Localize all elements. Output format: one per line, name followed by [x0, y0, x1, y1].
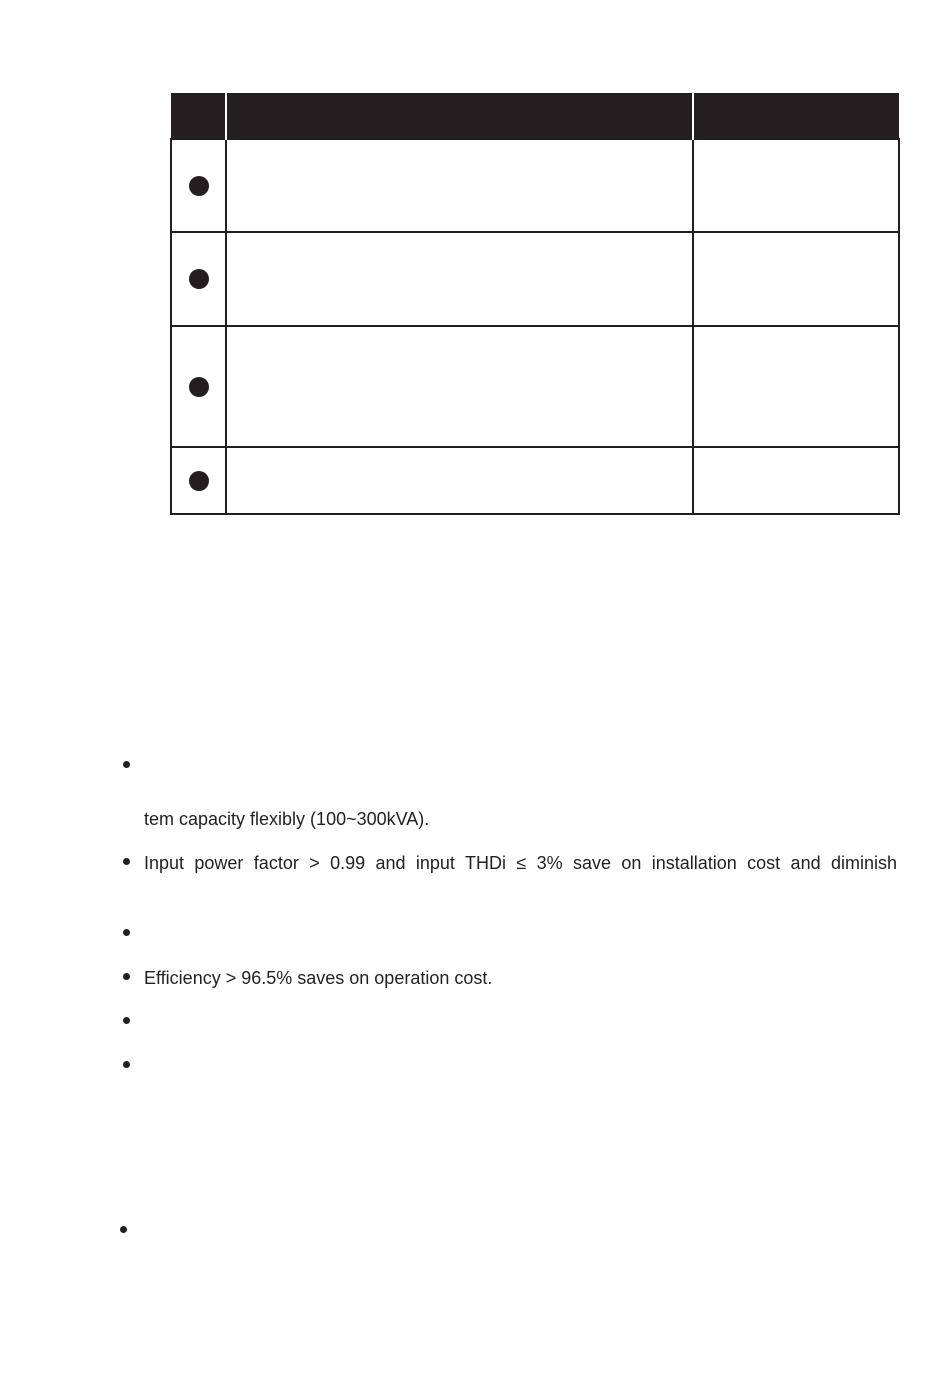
table-row — [171, 447, 899, 514]
filled-circle-icon — [189, 176, 209, 196]
bullet-icon — [123, 929, 130, 936]
row-description — [226, 139, 693, 232]
header-value — [693, 93, 899, 139]
header-description — [226, 93, 693, 139]
filled-circle-icon — [189, 269, 209, 289]
bullet-icon — [123, 761, 130, 768]
table-row — [171, 232, 899, 326]
spec-table — [170, 93, 900, 515]
row-marker — [171, 447, 226, 514]
filled-circle-icon — [189, 471, 209, 491]
row-value — [693, 232, 899, 326]
table-header-row — [171, 93, 899, 139]
row-description — [226, 447, 693, 514]
bullet-icon — [123, 1061, 130, 1068]
row-marker — [171, 139, 226, 232]
row-marker — [171, 232, 226, 326]
feature-item-continuation: tem capacity flexibly (100~300kVA). — [144, 809, 430, 829]
table-row — [171, 139, 899, 232]
row-description — [226, 232, 693, 326]
feature-item-line: Efficiency > 96.5% saves on operation cost. — [144, 968, 493, 988]
row-value — [693, 139, 899, 232]
header-number — [171, 93, 226, 139]
row-marker — [171, 326, 226, 447]
feature-item-line: Input power factor > 0.99 and input THDi ≤ 3% save on installation cost and diminish — [144, 853, 897, 873]
bullet-icon — [120, 1226, 127, 1233]
bullet-icon — [123, 1017, 130, 1024]
row-description — [226, 326, 693, 447]
bullet-icon — [123, 858, 130, 865]
table-row — [171, 326, 899, 447]
bullet-icon — [123, 973, 130, 980]
row-value — [693, 447, 899, 514]
row-value — [693, 326, 899, 447]
filled-circle-icon — [189, 377, 209, 397]
